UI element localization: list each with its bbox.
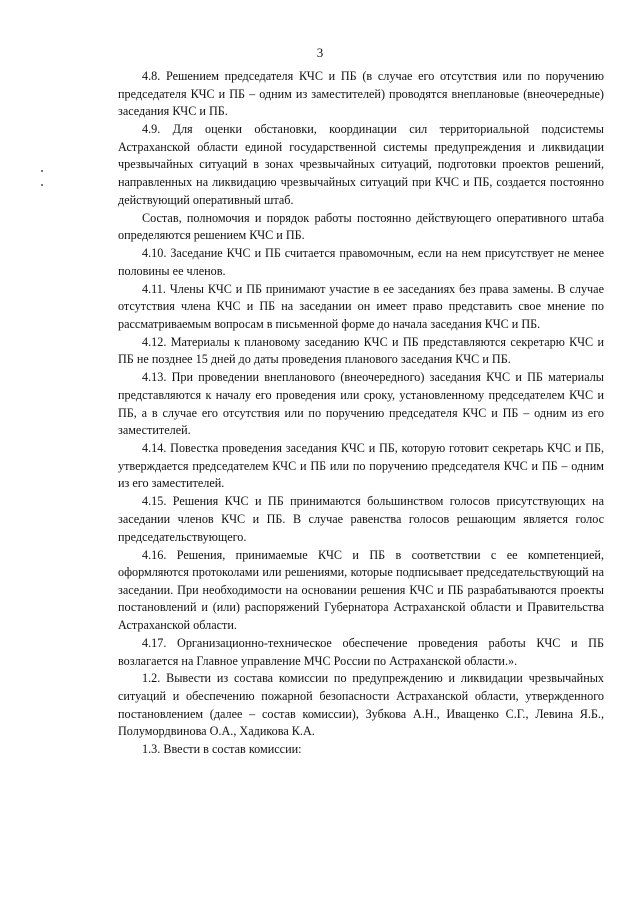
paragraph-1-3: 1.3. Ввести в состав комиссии:: [142, 742, 302, 757]
paragraph-4-13: 4.13. При проведении внепланового (внеочередного) заседания КЧС и ПБ материалы представляются к началу его проведения или сроку, установленному председателем КЧС и ПБ, а в случае его отсутствия или по поручению председателя КЧС и ПБ – одним из его заместителей.: [118, 370, 604, 438]
paragraph-4-17: 4.17. Организационно-техническое обеспечение проведения работы КЧС и ПБ возлагается на Главное управление МЧС России по Астраханской области.».: [118, 635, 604, 668]
scan-dot: [41, 184, 43, 186]
scan-dot: [41, 170, 43, 172]
paragraph-4-11: 4.11. Члены КЧС и ПБ принимают участие в ее заседаниях без права замены. В случае отсутствия члена КЧС и ПБ на заседании он имеет право представить свое мнение по рассматриваемым вопросам в письменной форме до начала заседания КЧС и ПБ.: [118, 281, 604, 331]
paragraph-1-2: 1.2. Вывести из состава комиссии по предупреждению и ликвидации чрезвычайных ситуаций и обеспечению пожарной безопасности Астраханской области, утвержденного постановлением (далее – состав комиссии), Зубкова А.Н., Иващенко С.Г., Левина Я.Б., Полумордвинова О.А., Хадикова К.А.: [118, 671, 604, 739]
paragraph-4-15: 4.15. Решения КЧС и ПБ принимаются большинством голосов присутствующих на заседании членов КЧС и ПБ. В случае равенства голосов решающим является голос председательствующего.: [118, 494, 604, 544]
paragraph-operational-staff: Состав, полномочия и порядок работы постоянно действующего оперативного штаба определяются решением КЧС и ПБ.: [118, 210, 604, 243]
paragraph-4-8: 4.8. Решением председателя КЧС и ПБ (в случае его отсутствия или по поручению председателя КЧС и ПБ – одним из заместителей) проводятся внеплановые (внеочередные) заседания КЧС и ПБ.: [118, 69, 604, 119]
paragraph-4-10: 4.10. Заседание КЧС и ПБ считается правомочным, если на нем присутствует не менее половины ее членов.: [118, 246, 604, 278]
page-number: 3: [316, 45, 324, 60]
paragraph-4-14: 4.14. Повестка проведения заседания КЧС и ПБ, которую готовит секретарь КЧС и ПБ, утверждается председателем КЧС и ПБ или по поручению председателя КЧС и ПБ – одним из его заместителей.: [118, 441, 604, 491]
paragraph-4-16: 4.16. Решения, принимаемые КЧС и ПБ в соответствии с ее компетенцией, оформляются протоколами или решениями, которые подписывает председательствующий на заседании. При необходимости на основании решения КЧС и ПБ разрабатываются проекты постановлений и (или) распоряжений Губернатора Астраханской области и Правительства Астраханской области.: [118, 547, 604, 632]
paragraph-4-12: 4.12. Материалы к плановому заседанию КЧС и ПБ представляются секретарю КЧС и ПБ не позднее 15 дней до даты проведения планового заседания КЧС и ПБ.: [118, 334, 604, 367]
document-body: [118, 68, 604, 759]
paragraph-4-9: 4.9. Для оценки обстановки, координации сил территориальной подсистемы Астраханской области единой государственной системы предупреждения и ликвидации чрезвычайных ситуаций в зонах чрезвычайных ситуаций, подготовки проектов решений, направленных на ликвидацию чрезвычайных ситуаций при КЧС и ПБ, создается постоянно действующий оперативный штаб.: [118, 122, 604, 207]
